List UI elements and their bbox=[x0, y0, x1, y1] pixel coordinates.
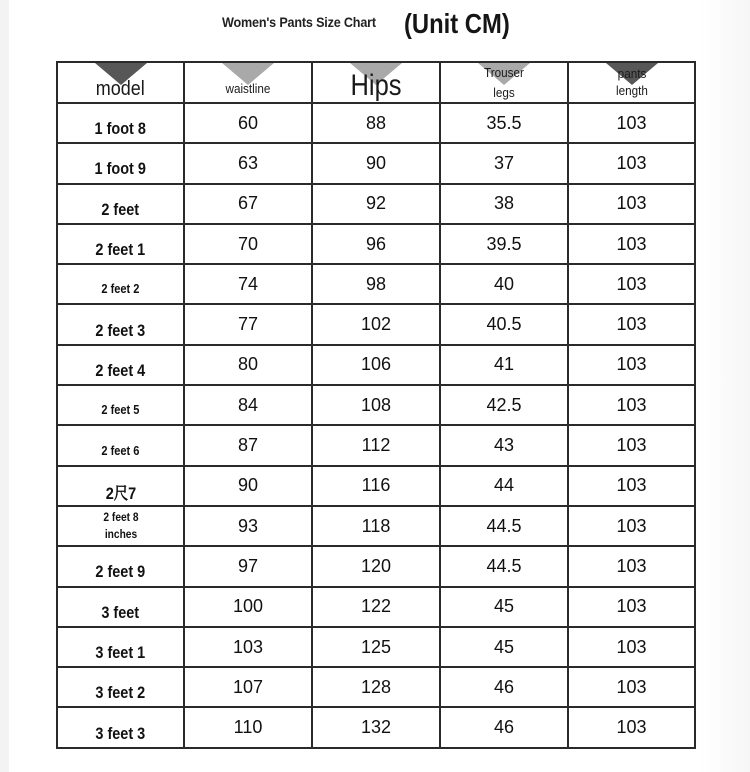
cell-pants-length: 103 bbox=[568, 627, 695, 667]
cell-model bbox=[57, 385, 184, 425]
table-row bbox=[57, 587, 695, 627]
cell-model bbox=[57, 425, 184, 465]
model-label: 2 feet 4 bbox=[95, 360, 146, 380]
cell-waistline: 93 bbox=[184, 506, 312, 546]
left-margin-shade bbox=[0, 0, 9, 772]
cell-trouser-legs: 39.5 bbox=[440, 224, 568, 264]
cell-hips: 88 bbox=[312, 103, 440, 143]
table-row bbox=[57, 627, 695, 667]
cell-waistline: 84 bbox=[184, 385, 312, 425]
column-header-trouser-legs: Trouser legs bbox=[440, 62, 568, 103]
model-label: 3 feet bbox=[101, 602, 140, 622]
model-label: 3 feet 3 bbox=[95, 723, 146, 743]
cell-trouser-legs: 42.5 bbox=[440, 385, 568, 425]
cell-waistline: 60 bbox=[184, 103, 312, 143]
cell-pants-length: 103 bbox=[568, 425, 695, 465]
cell-waistline: 107 bbox=[184, 667, 312, 707]
cell-pants-length: 103 bbox=[568, 304, 695, 344]
model-label: 3 feet 1 bbox=[95, 643, 146, 662]
right-margin-shade bbox=[700, 0, 750, 772]
cell-pants-length: 103 bbox=[568, 224, 695, 264]
cell-waistline: 100 bbox=[184, 587, 312, 627]
table-row bbox=[57, 264, 695, 304]
table-row bbox=[57, 707, 695, 747]
column-header-pants-length: pants length bbox=[568, 62, 695, 103]
cell-hips: 90 bbox=[312, 143, 440, 183]
cell-model bbox=[57, 304, 184, 344]
column-header-hips: Hips bbox=[312, 62, 440, 103]
cell-waistline: 110 bbox=[184, 707, 312, 747]
chart-title: Women's Pants Size Chart bbox=[222, 14, 376, 30]
cell-hips: 102 bbox=[312, 304, 440, 344]
cell-pants-length: 103 bbox=[568, 264, 695, 304]
table-row bbox=[57, 224, 695, 264]
cell-hips: 122 bbox=[312, 587, 440, 627]
model-label: 2 feet 2 bbox=[101, 281, 140, 297]
cell-pants-length: 103 bbox=[568, 143, 695, 183]
cell-hips: 132 bbox=[312, 707, 440, 747]
cell-model bbox=[57, 546, 184, 586]
cell-waistline: 87 bbox=[184, 425, 312, 465]
cell-pants-length: 103 bbox=[568, 345, 695, 385]
column-header-waistline: waistline bbox=[184, 62, 312, 103]
cell-hips: 106 bbox=[312, 345, 440, 385]
cell-trouser-legs: 46 bbox=[440, 667, 568, 707]
cell-hips: 125 bbox=[312, 627, 440, 667]
cell-pants-length: 103 bbox=[568, 184, 695, 224]
cell-pants-length: 103 bbox=[568, 385, 695, 425]
model-label: 2 feet 9 bbox=[95, 562, 146, 582]
model-label: 2 feet 8 inches bbox=[102, 509, 139, 542]
cell-trouser-legs: 40.5 bbox=[440, 304, 568, 344]
cell-hips: 128 bbox=[312, 667, 440, 707]
cell-pants-length: 103 bbox=[568, 667, 695, 707]
cell-model bbox=[57, 466, 184, 506]
table-row bbox=[57, 304, 695, 344]
table-row bbox=[57, 466, 695, 506]
cell-waistline: 77 bbox=[184, 304, 312, 344]
model-label: 3 feet 2 bbox=[95, 683, 146, 703]
cell-model bbox=[57, 143, 184, 183]
cell-hips: 118 bbox=[312, 506, 440, 546]
cell-model bbox=[57, 506, 184, 546]
cell-trouser-legs: 37 bbox=[440, 143, 568, 183]
cell-hips: 108 bbox=[312, 385, 440, 425]
model-label: 1 foot 9 bbox=[94, 159, 147, 179]
model-label: 2尺7 bbox=[105, 484, 136, 504]
cell-trouser-legs: 41 bbox=[440, 345, 568, 385]
model-label: 2 feet 6 bbox=[101, 442, 140, 458]
model-label: 2 feet 3 bbox=[95, 320, 146, 340]
cell-model bbox=[57, 184, 184, 224]
cell-trouser-legs: 44.5 bbox=[440, 546, 568, 586]
cell-hips: 120 bbox=[312, 546, 440, 586]
model-label: 2 feet 1 bbox=[95, 240, 146, 260]
cell-waistline: 63 bbox=[184, 143, 312, 183]
cell-waistline: 97 bbox=[184, 546, 312, 586]
model-label: 2 feet bbox=[101, 199, 140, 219]
table-row bbox=[57, 667, 695, 707]
cell-waistline: 80 bbox=[184, 345, 312, 385]
cell-waistline: 90 bbox=[184, 466, 312, 506]
cell-trouser-legs: 45 bbox=[440, 627, 568, 667]
table-row bbox=[57, 345, 695, 385]
cell-waistline: 70 bbox=[184, 224, 312, 264]
cell-hips: 96 bbox=[312, 224, 440, 264]
cell-model bbox=[57, 103, 184, 143]
table-row bbox=[57, 506, 695, 546]
cell-trouser-legs: 38 bbox=[440, 184, 568, 224]
table-row bbox=[57, 143, 695, 183]
cell-trouser-legs: 45 bbox=[440, 587, 568, 627]
cell-pants-length: 103 bbox=[568, 466, 695, 506]
table-row bbox=[57, 425, 695, 465]
cell-trouser-legs: 44 bbox=[440, 466, 568, 506]
cell-model bbox=[57, 587, 184, 627]
table-row bbox=[57, 385, 695, 425]
cell-hips: 112 bbox=[312, 425, 440, 465]
cell-trouser-legs: 43 bbox=[440, 425, 568, 465]
cell-model bbox=[57, 627, 184, 667]
cell-pants-length: 103 bbox=[568, 506, 695, 546]
cell-hips: 116 bbox=[312, 466, 440, 506]
column-header-model: model bbox=[57, 62, 184, 103]
table-row bbox=[57, 103, 695, 143]
cell-hips: 92 bbox=[312, 184, 440, 224]
cell-trouser-legs: 44.5 bbox=[440, 506, 568, 546]
cell-hips: 98 bbox=[312, 264, 440, 304]
table-row bbox=[57, 546, 695, 586]
cell-model bbox=[57, 264, 184, 304]
cell-trouser-legs: 40 bbox=[440, 264, 568, 304]
cell-pants-length: 103 bbox=[568, 587, 695, 627]
cell-pants-length: 103 bbox=[568, 103, 695, 143]
cell-pants-length: 103 bbox=[568, 546, 695, 586]
cell-model bbox=[57, 345, 184, 385]
cell-model bbox=[57, 667, 184, 707]
cell-waistline: 74 bbox=[184, 264, 312, 304]
header-row bbox=[57, 62, 695, 103]
cell-trouser-legs: 46 bbox=[440, 707, 568, 747]
cell-waistline: 103 bbox=[184, 627, 312, 667]
cell-model bbox=[57, 224, 184, 264]
cell-trouser-legs: 35.5 bbox=[440, 103, 568, 143]
table-row bbox=[57, 184, 695, 224]
cell-model bbox=[57, 707, 184, 747]
cell-waistline: 67 bbox=[184, 184, 312, 224]
size-chart-table bbox=[56, 61, 696, 749]
unit-label: (Unit CM) bbox=[404, 8, 510, 39]
model-label: 2 feet 5 bbox=[101, 402, 140, 418]
model-label: 1 foot 8 bbox=[94, 119, 147, 139]
cell-pants-length: 103 bbox=[568, 707, 695, 747]
